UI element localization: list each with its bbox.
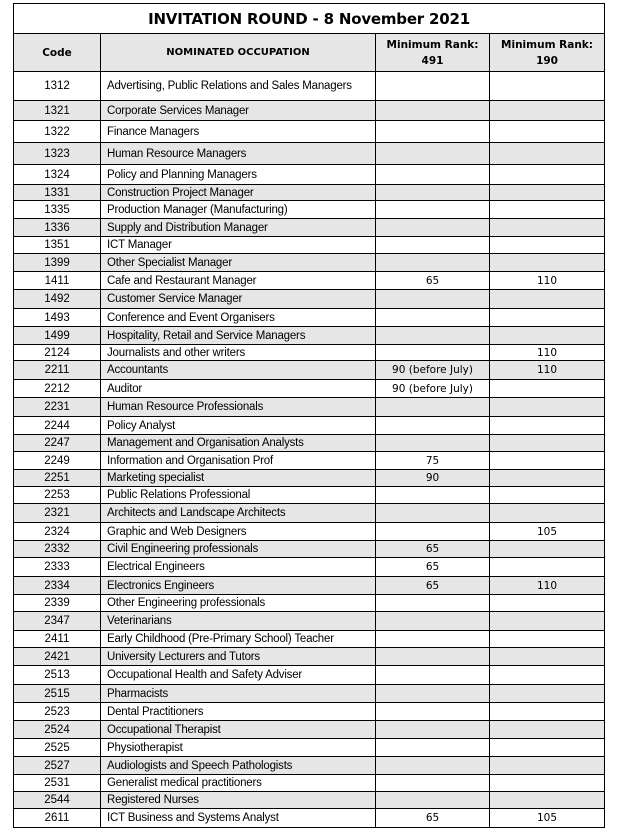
table-row [14,398,605,417]
rank-190-cell [490,487,605,504]
occupation-cell: Advertising, Public Relations and Sales Managers [101,72,376,101]
code-cell: 2515 [14,685,101,703]
occupation-cell: Civil Engineering professionals [101,541,376,558]
table-row [14,685,605,703]
rank-190-cell [490,685,605,703]
occupation-cell: Finance Managers [101,121,376,143]
rank-190-cell [490,452,605,470]
occupation-cell: Dental Practitioners [101,703,376,721]
code-cell: 2124 [14,345,101,361]
header-rank-491-value: 491 [421,54,444,67]
rank-190-cell [490,309,605,327]
table-row [14,417,605,435]
occupation-cell: Marketing specialist [101,470,376,487]
rank-491-cell [376,739,490,757]
rank-491-cell [376,721,490,739]
code-cell: 2244 [14,417,101,435]
code-cell: 1399 [14,254,101,272]
rank-491-cell [376,290,490,309]
rank-190-cell [490,254,605,272]
rank-190-cell [490,739,605,757]
occupation-cell: Public Relations Professional [101,487,376,504]
occupation-cell: Audiologists and Speech Pathologists [101,757,376,775]
occupation-cell: Electrical Engineers [101,558,376,577]
rank-491-cell [376,201,490,219]
table-row [14,272,605,290]
rank-491-cell [376,219,490,237]
table-row [14,380,605,398]
table-row [14,121,605,143]
occupation-cell: Policy Analyst [101,417,376,435]
rank-491-cell [376,185,490,201]
occupation-cell: Journalists and other writers [101,345,376,361]
code-cell: 2212 [14,380,101,398]
rank-491-cell [376,487,490,504]
code-cell: 2321 [14,504,101,523]
code-cell: 2611 [14,809,101,828]
table-row [14,792,605,809]
rank-190-cell [490,237,605,254]
occupation-cell: Pharmacists [101,685,376,703]
rank-190-cell [490,101,605,121]
occupation-cell: Production Manager (Manufacturing) [101,201,376,219]
code-cell: 2525 [14,739,101,757]
header-code: Code [14,34,101,72]
code-cell: 1492 [14,290,101,309]
code-cell: 1335 [14,201,101,219]
occupation-cell: Accountants [101,361,376,380]
code-cell: 1499 [14,327,101,345]
occupation-cell: Supply and Distribution Manager [101,219,376,237]
code-cell: 2347 [14,612,101,631]
code-cell: 2211 [14,361,101,380]
rank-491-cell [376,523,490,541]
rank-190-cell [490,121,605,143]
occupation-cell: Human Resource Managers [101,143,376,165]
header-row [14,34,605,72]
table-row [14,72,605,101]
rank-190-cell [490,201,605,219]
code-cell: 2531 [14,775,101,792]
rank-190-cell [490,185,605,201]
rank-190-cell [490,721,605,739]
table-row [14,165,605,185]
header-rank-491 [376,34,490,72]
table-row [14,504,605,523]
rank-190-cell: 110 [490,361,605,380]
occupation-cell: Generalist medical practitioners [101,775,376,792]
rank-190-cell [490,558,605,577]
table-row [14,201,605,219]
rank-491-cell [376,612,490,631]
rank-190-cell: 105 [490,523,605,541]
rank-491-cell [376,703,490,721]
rank-491-cell [376,417,490,435]
rank-190-cell [490,143,605,165]
table-row [14,666,605,685]
rank-491-cell [376,72,490,101]
occupation-cell: Early Childhood (Pre-Primary School) Teacher [101,631,376,648]
code-cell: 1351 [14,237,101,254]
table-row [14,345,605,361]
table-row [14,290,605,309]
rank-491-cell: 65 [376,541,490,558]
rank-491-cell [376,398,490,417]
table-row [14,541,605,558]
code-cell: 2247 [14,435,101,452]
rank-190-cell [490,775,605,792]
code-cell: 1324 [14,165,101,185]
table-row [14,703,605,721]
rank-491-cell: 65 [376,809,490,828]
code-cell: 2334 [14,577,101,595]
occupation-cell: Auditor [101,380,376,398]
rank-491-cell [376,648,490,666]
rank-190-cell [490,648,605,666]
occupation-cell: Graphic and Web Designers [101,523,376,541]
occupation-cell: Veterinarians [101,612,376,631]
table-row [14,595,605,612]
code-cell: 1312 [14,72,101,101]
invitation-round-table [13,3,605,828]
rank-190-cell [490,219,605,237]
rank-491-cell [376,685,490,703]
table-row [14,101,605,121]
table-row [14,612,605,631]
table-row [14,309,605,327]
occupation-cell: ICT Manager [101,237,376,254]
table-row [14,452,605,470]
table-row [14,254,605,272]
table-row [14,775,605,792]
occupation-cell: Information and Organisation Prof [101,452,376,470]
code-cell: 2324 [14,523,101,541]
occupation-cell: Electronics Engineers [101,577,376,595]
occupation-cell: Occupational Health and Safety Adviser [101,666,376,685]
rank-190-cell [490,435,605,452]
occupation-cell: Architects and Landscape Architects [101,504,376,523]
code-cell: 2523 [14,703,101,721]
code-cell: 2332 [14,541,101,558]
rank-491-cell [376,435,490,452]
header-rank-190-label: Minimum Rank: [501,38,593,51]
table-row [14,487,605,504]
occupation-cell: Registered Nurses [101,792,376,809]
rank-190-cell [490,541,605,558]
rank-190-cell [490,631,605,648]
table-row [14,631,605,648]
table-title: INVITATION ROUND - 8 November 2021 [14,4,605,34]
table-row [14,577,605,595]
rank-190-cell [490,327,605,345]
rank-190-cell [490,470,605,487]
code-cell: 2231 [14,398,101,417]
rank-491-cell: 65 [376,558,490,577]
rank-190-cell [490,595,605,612]
rank-491-cell [376,792,490,809]
rank-491-cell: 90 [376,470,490,487]
rank-491-cell: 90 (before July) [376,380,490,398]
code-cell: 2333 [14,558,101,577]
occupation-cell: Conference and Event Organisers [101,309,376,327]
code-cell: 1323 [14,143,101,165]
rank-491-cell: 65 [376,577,490,595]
code-cell: 2253 [14,487,101,504]
rank-491-cell: 90 (before July) [376,361,490,380]
rank-190-cell [490,757,605,775]
rank-491-cell [376,237,490,254]
table-row [14,470,605,487]
occupation-cell: Other Engineering professionals [101,595,376,612]
rank-190-cell [490,703,605,721]
code-cell: 1336 [14,219,101,237]
occupation-cell: University Lecturers and Tutors [101,648,376,666]
rank-491-cell [376,345,490,361]
code-cell: 2251 [14,470,101,487]
code-cell: 2339 [14,595,101,612]
rank-491-cell [376,631,490,648]
occupation-cell: Physiotherapist [101,739,376,757]
rank-491-cell: 65 [376,272,490,290]
rank-491-cell [376,309,490,327]
occupation-cell: Cafe and Restaurant Manager [101,272,376,290]
table-row [14,739,605,757]
rank-190-cell [490,290,605,309]
table-row [14,361,605,380]
rank-190-cell [490,666,605,685]
table-row [14,237,605,254]
rank-190-cell [490,612,605,631]
code-cell: 2527 [14,757,101,775]
table-row [14,143,605,165]
header-rank-491-label: Minimum Rank: [386,38,479,51]
occupation-cell: Customer Service Manager [101,290,376,309]
code-cell: 1493 [14,309,101,327]
rank-491-cell [376,254,490,272]
code-cell: 2249 [14,452,101,470]
occupation-cell: Occupational Therapist [101,721,376,739]
code-cell: 2524 [14,721,101,739]
rank-190-cell [490,72,605,101]
rank-190-cell: 105 [490,809,605,828]
code-cell: 1331 [14,185,101,201]
rank-491-cell [376,757,490,775]
table-row [14,327,605,345]
occupation-cell: Policy and Planning Managers [101,165,376,185]
rank-491-cell [376,595,490,612]
table-row [14,721,605,739]
code-cell: 1411 [14,272,101,290]
header-occupation: NOMINATED OCCUPATION [101,34,376,72]
code-cell: 1322 [14,121,101,143]
rank-491-cell [376,504,490,523]
table-row [14,219,605,237]
table-row [14,558,605,577]
rank-491-cell [376,121,490,143]
code-cell: 1321 [14,101,101,121]
rank-491-cell [376,666,490,685]
header-rank-190 [490,34,605,72]
table-row [14,648,605,666]
header-rank-190-value: 190 [536,54,558,67]
occupation-cell: Other Specialist Manager [101,254,376,272]
rank-190-cell [490,504,605,523]
table-row [14,757,605,775]
table-row [14,435,605,452]
rank-491-cell [376,165,490,185]
rank-190-cell [490,165,605,185]
rank-491-cell [376,327,490,345]
rank-491-cell: 75 [376,452,490,470]
rank-190-cell [490,398,605,417]
rank-491-cell [376,101,490,121]
table-row [14,185,605,201]
occupation-cell: Human Resource Professionals [101,398,376,417]
occupation-cell: ICT Business and Systems Analyst [101,809,376,828]
code-cell: 2513 [14,666,101,685]
code-cell: 2544 [14,792,101,809]
rank-190-cell [490,792,605,809]
occupation-cell: Hospitality, Retail and Service Managers [101,327,376,345]
code-cell: 2421 [14,648,101,666]
table-row [14,809,605,828]
occupation-cell: Management and Organisation Analysts [101,435,376,452]
table-row [14,523,605,541]
rank-190-cell: 110 [490,272,605,290]
rank-190-cell: 110 [490,345,605,361]
occupation-cell: Corporate Services Manager [101,101,376,121]
rank-190-cell [490,380,605,398]
rank-491-cell [376,143,490,165]
rank-190-cell: 110 [490,577,605,595]
rank-190-cell [490,417,605,435]
rank-491-cell [376,775,490,792]
code-cell: 2411 [14,631,101,648]
occupation-cell: Construction Project Manager [101,185,376,201]
